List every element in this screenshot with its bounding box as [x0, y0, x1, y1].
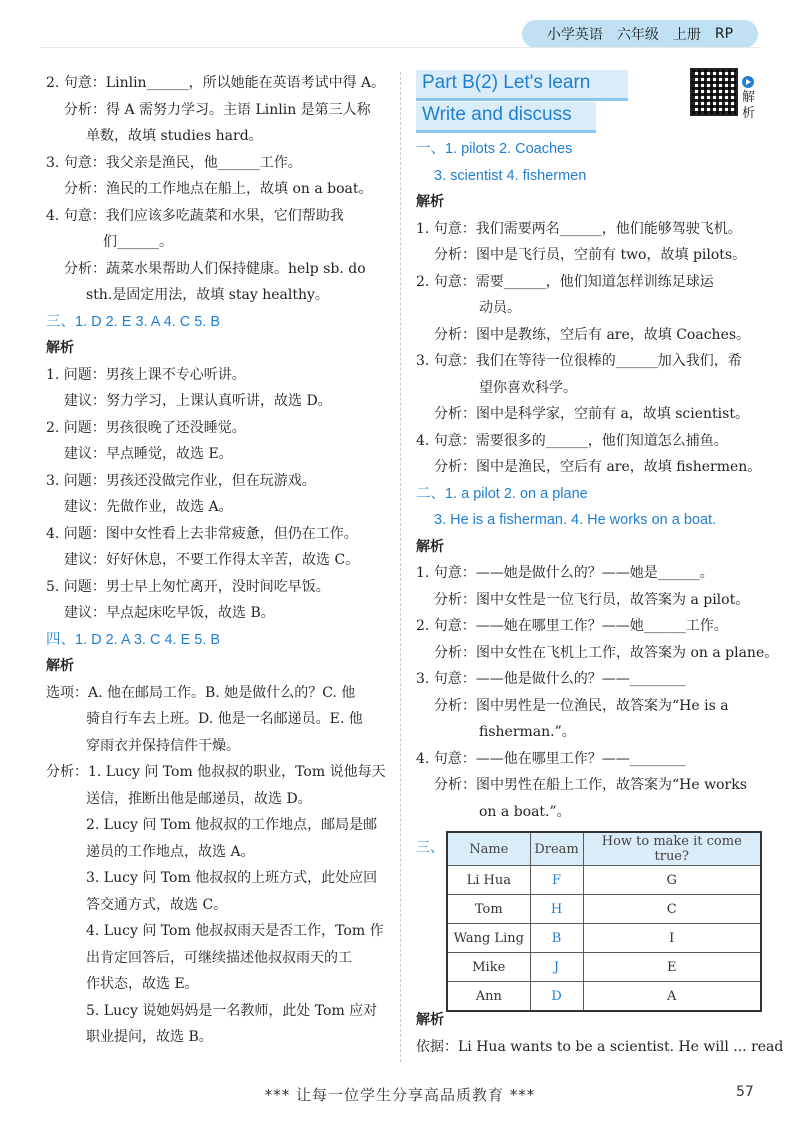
text-line: 送信，推断出他是邮递员，故选 D。 [86, 790, 312, 807]
text-line: 3. 句意：我们在等待一位很棒的______加入我们，希 [416, 353, 742, 369]
answer-line: 3. scientist 4. fishermen [434, 167, 587, 184]
text-line: 4. 句意：——他在哪里工作？——________ [416, 750, 686, 767]
text-line: 2. 句意：Linlin______，所以她能在英语考试中得 A。 [46, 75, 386, 91]
text-line: 分析：图中是教练，空后有 are，故填 Coaches。 [434, 326, 751, 343]
page-number: 57 [736, 1084, 754, 1100]
text-line: 动员。 [479, 300, 521, 316]
text-line: 4. 句意：需要很多的______，他们知道怎么捕鱼。 [416, 432, 728, 449]
text-line: 3. 问题：男孩还没做完作业，但在玩游戏。 [46, 472, 316, 489]
text-line: 3. 句意：——他是做什么的？——________ [416, 671, 686, 687]
text-line: 分析：图中女性是一位飞行员，故答案为 a pilot。 [434, 591, 750, 608]
table-cell: Tom [447, 895, 530, 924]
banner-subtitle: Write and discuss [422, 104, 572, 125]
table-cell: A [583, 982, 761, 1012]
table-header: Name [447, 832, 530, 866]
banner-title: Part B(2) Let's learn [422, 72, 591, 93]
text-line: 骑自行车去上班。D. 他是一名邮递员。E. 他 [86, 711, 363, 727]
table-row [447, 866, 761, 895]
footer-slogan: *** 让每一位学生分享高品质教育 *** [264, 1086, 536, 1104]
section-heading: 解析 [46, 340, 74, 356]
text-line: 作状态，故选 E。 [86, 976, 199, 992]
text-line: 1. 问题：男孩上课不专心听讲。 [46, 366, 246, 383]
right-column [416, 70, 784, 1060]
text-line: 建议：努力学习，上课认真听讲，故选 D。 [64, 393, 332, 409]
qr-label: 解析 [742, 90, 756, 121]
section-heading: 解析 [416, 538, 444, 555]
text-line: 单数，故填 studies hard。 [86, 128, 263, 144]
answer-line: 一、1. pilots 2. Coaches [416, 141, 573, 157]
play-icon[interactable] [742, 76, 754, 88]
table-header: Dream [530, 832, 583, 866]
text-line: 2. 句意：——她在哪里工作？——她______工作。 [416, 618, 728, 634]
text-line: 1. 句意：——她是做什么的？——她是______。 [416, 565, 714, 581]
text-line: 建议：先做作业，故选 A。 [64, 499, 233, 515]
text-line: 2. 句意：需要______，他们知道怎样训练足球运 [416, 273, 714, 290]
text-line: 1. 句意：我们需要两名______，他们能够驾驶飞机。 [416, 220, 742, 237]
header-tab [522, 20, 758, 48]
text-line: 4. Lucy 问 Tom 他叔叔雨天是否工作，Tom 作 [86, 923, 384, 939]
table-cell: G [583, 866, 761, 895]
text-line: 们______。 [103, 234, 173, 250]
section-banner [416, 70, 762, 136]
table-cell: C [583, 895, 761, 924]
section-heading: 解析 [416, 194, 444, 210]
text-line: 建议：早点起床吃早饭，故选 B。 [64, 605, 275, 621]
text-line: 5. 问题：男士早上匆忙离开，没时间吃早饭。 [46, 578, 330, 595]
header-grade: 六年级 [616, 27, 659, 43]
text-line: 分析：得 A 需努力学习。主语 Linlin 是第三人称 [64, 101, 371, 118]
text-line: 4. 问题：图中女性看上去非常疲惫，但仍在工作。 [46, 525, 358, 542]
header-edition: RP [714, 26, 734, 42]
text-line: fisherman.”。 [479, 724, 576, 740]
section-heading: 解析 [416, 1012, 444, 1028]
text-line: 递员的工作地点，故选 A。 [86, 843, 255, 860]
left-column [46, 70, 384, 1051]
dream-table-section [416, 831, 762, 1007]
qr-code[interactable] [690, 68, 738, 116]
section-heading: 解析 [46, 658, 74, 674]
header-subject: 小学英语 [546, 27, 603, 43]
text-line: 穿雨衣并保持信件干燥。 [86, 737, 240, 754]
header-rule [40, 47, 760, 48]
text-line: 分析：图中是科学家，空前有 a，故填 scientist。 [434, 406, 749, 422]
table-cell: F [530, 866, 583, 895]
answer-line: 3. He is a fisherman. 4. He works on a boat. [434, 512, 717, 528]
text-line: 望你喜欢科学。 [479, 379, 577, 396]
table-cell: D [530, 982, 583, 1012]
table-cell: E [583, 953, 761, 982]
text-line: 分析：渔民的工作地点在船上，故填 on a boat。 [64, 181, 373, 197]
table-row [447, 982, 761, 1012]
answer-line: 二、1. a pilot 2. on a plane [416, 485, 588, 502]
header-term: 上册 [672, 27, 701, 43]
text-line: 5. Lucy 说她妈妈是一名教师，此处 Tom 应对 [86, 1002, 378, 1019]
table-cell: J [530, 953, 583, 982]
table-cell: Wang Ling [447, 924, 530, 953]
text-line: 3. Lucy 问 Tom 他叔叔的上班方式，此处应回 [86, 870, 378, 886]
text-line: sth.是固定用法，故填 stay healthy。 [86, 287, 329, 303]
table-cell: H [530, 895, 583, 924]
text-line: 依据：Li Hua wants to be a scientist. He will ... read [416, 1038, 784, 1055]
text-line: 分析：图中男性是一位渔民，故答案为“He is a [434, 697, 729, 714]
text-line: 选项：A. 他在邮局工作。B. 她是做什么的？C. 他 [46, 684, 356, 701]
text-line: 建议：早点睡觉，故选 E。 [64, 446, 233, 462]
text-line: 分析：图中是飞行员，空前有 two，故填 pilots。 [434, 247, 747, 263]
answer-line: 四、1. D 2. A 3. C 4. E 5. B [46, 631, 221, 648]
table-cell: Li Hua [447, 866, 530, 895]
table-mark: 三、 [416, 840, 444, 856]
table-cell: I [583, 924, 761, 953]
table-cell: B [530, 924, 583, 953]
text-line: 4. 句意：我们应该多吃蔬菜和水果，它们帮助我 [46, 207, 344, 224]
text-line: 职业提问，故选 B。 [86, 1029, 213, 1045]
text-line: 分析：图中是渔民，空后有 are，故填 fishermen。 [434, 459, 762, 475]
dream-table [446, 831, 762, 1012]
text-line: 2. Lucy 问 Tom 他叔叔的工作地点，邮局是邮 [86, 817, 378, 833]
table-row [447, 924, 761, 953]
text-line: 分析：图中女性在飞机上工作，故答案为 on a plane。 [434, 644, 779, 661]
table-cell: Ann [447, 982, 530, 1012]
table-cell: Mike [447, 953, 530, 982]
answer-line: 三、1. D 2. E 3. A 4. C 5. B [46, 313, 221, 330]
table-row [447, 953, 761, 982]
after-table-lines [416, 1007, 784, 1060]
table-header: How to make it come true? [583, 832, 761, 866]
text-line: 2. 问题：男孩很晚了还没睡觉。 [46, 419, 246, 436]
text-line: 建议：好好休息，不要工作得太辛苦，故选 C。 [64, 552, 360, 568]
column-divider [400, 72, 401, 1062]
text-line: 3. 句意：我父亲是渔民，他______工作。 [46, 154, 302, 171]
text-line: 分析：1. Lucy 问 Tom 他叔叔的职业，Tom 说他每天 [46, 764, 386, 780]
text-line: on a boat.”。 [479, 803, 571, 820]
text-line: 分析：蔬菜水果帮助人们保持健康。help sb. do [64, 260, 366, 277]
right-lines [416, 136, 779, 825]
text-line: 分析：图中男性在船上工作，故答案为“He works [434, 777, 747, 793]
table-row [447, 895, 761, 924]
text-line: 答交通方式，故选 C。 [86, 896, 228, 913]
text-line: 出肯定回答后，可继续描述他叔叔雨天的工 [86, 949, 352, 966]
